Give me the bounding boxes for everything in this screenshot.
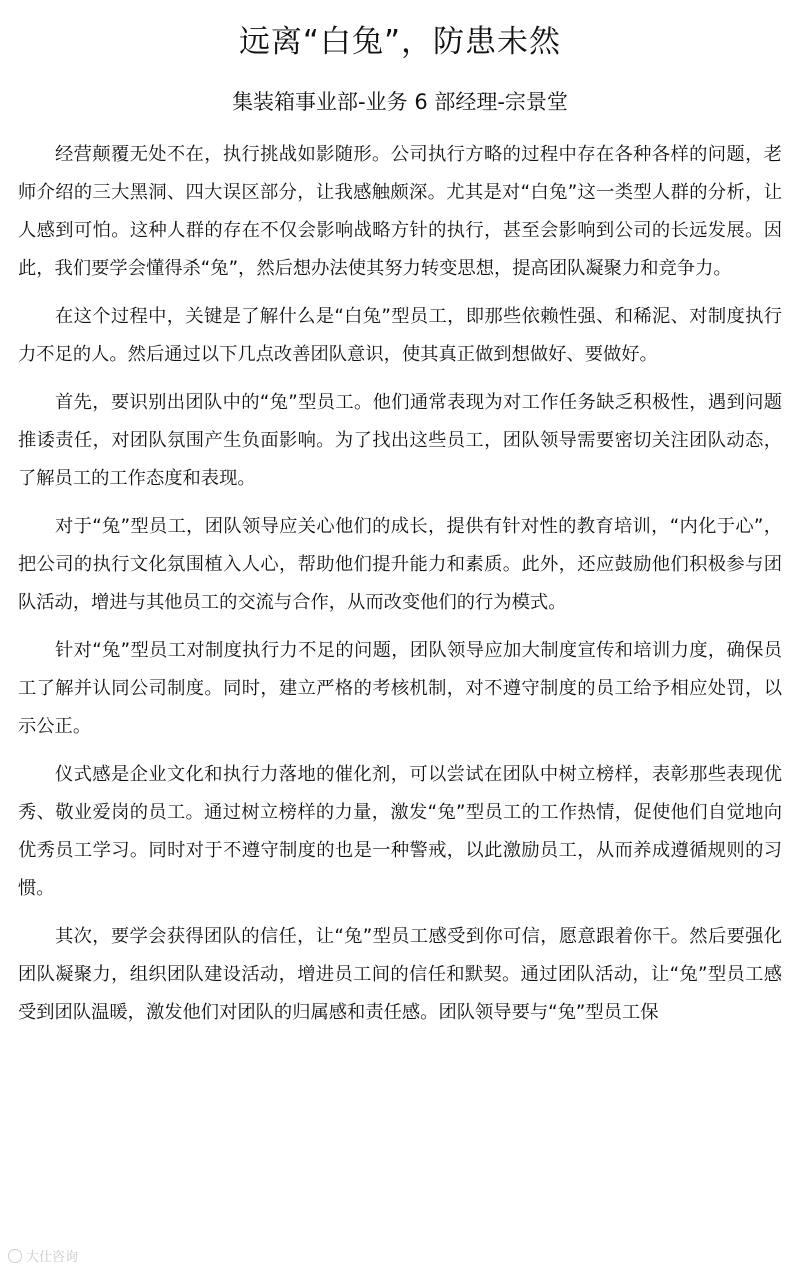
paragraph-6: 仪式感是企业文化和执行力落地的催化剂，可以尝试在团队中树立榜样，表彰那些表现优秀、敬业爱岗的员工。通过树立榜样的力量，激发“兔”型员工的工作热情，促使他们自觉地向优秀员工学习。同时对于不遵守制度的也是一种警戒，以此激励员工，从而养成遵循规则的习惯。	[18, 764, 782, 899]
paragraph-1: 经营颠覆无处不在，执行挑战如影随形。公司执行方略的过程中存在各种各样的问题，老师介绍的三大黑洞、四大误区部分，让我感触颇深。尤其是对“白兔”这一类型人群的分析，让人感到可怕。这种人群的存在不仅会影响战略方针的执行，甚至会影响到公司的长远发展。因此，我们要学会懂得杀“兔”，然后想办法使其努力转变思想，提高团队凝聚力和竞争力。	[18, 144, 782, 279]
paragraph-7: 其次，要学会获得团队的信任，让“兔”型员工感受到你可信，愿意跟着你干。然后要强化团队凝聚力，组织团队建设活动，增进员工间的信任和默契。通过团队活动，让“兔”型员工感受到团队温暖，激发他们对团队的归属感和责任感。团队领导要与“兔”型员工保	[18, 926, 782, 1023]
paragraph-4: 对于“兔”型员工，团队领导应关心他们的成长，提供有针对性的教育培训，“内化于心”，把公司的执行文化氛围植入人心，帮助他们提升能力和素质。此外，还应鼓励他们积极参与团队活动，增进与其他员工的交流与合作，从而改变他们的行为模式。	[18, 516, 782, 613]
watermark	[8, 1246, 78, 1265]
document-title: 远离“白兔”，防患未然	[238, 24, 562, 60]
document-subtitle: 集装箱事业部-业务 6 部经理-宗景堂	[232, 90, 568, 114]
watermark-text: 大仕咨询	[26, 1250, 79, 1265]
paragraph-2: 在这个过程中，关键是了解什么是“白兔”型员工，即那些依赖性强、和稀泥、对制度执行力不足的人。然后通过以下几点改善团队意识，使其真正做到想做好、要做好。	[18, 306, 782, 365]
paragraph-5: 针对“兔”型员工对制度执行力不足的问题，团队领导应加大制度宣传和培训力度，确保员工了解并认同公司制度。同时，建立严格的考核机制，对不遵守制度的员工给予相应处罚，以示公正。	[18, 640, 782, 737]
circle-logo-icon	[8, 1249, 22, 1263]
paragraph-3: 首先，要识别出团队中的“兔”型员工。他们通常表现为对工作任务缺乏积极性，遇到问题推诿责任，对团队氛围产生负面影响。为了找出这些员工，团队领导需要密切关注团队动态，了解员工的工作态度和表现。	[18, 392, 782, 489]
